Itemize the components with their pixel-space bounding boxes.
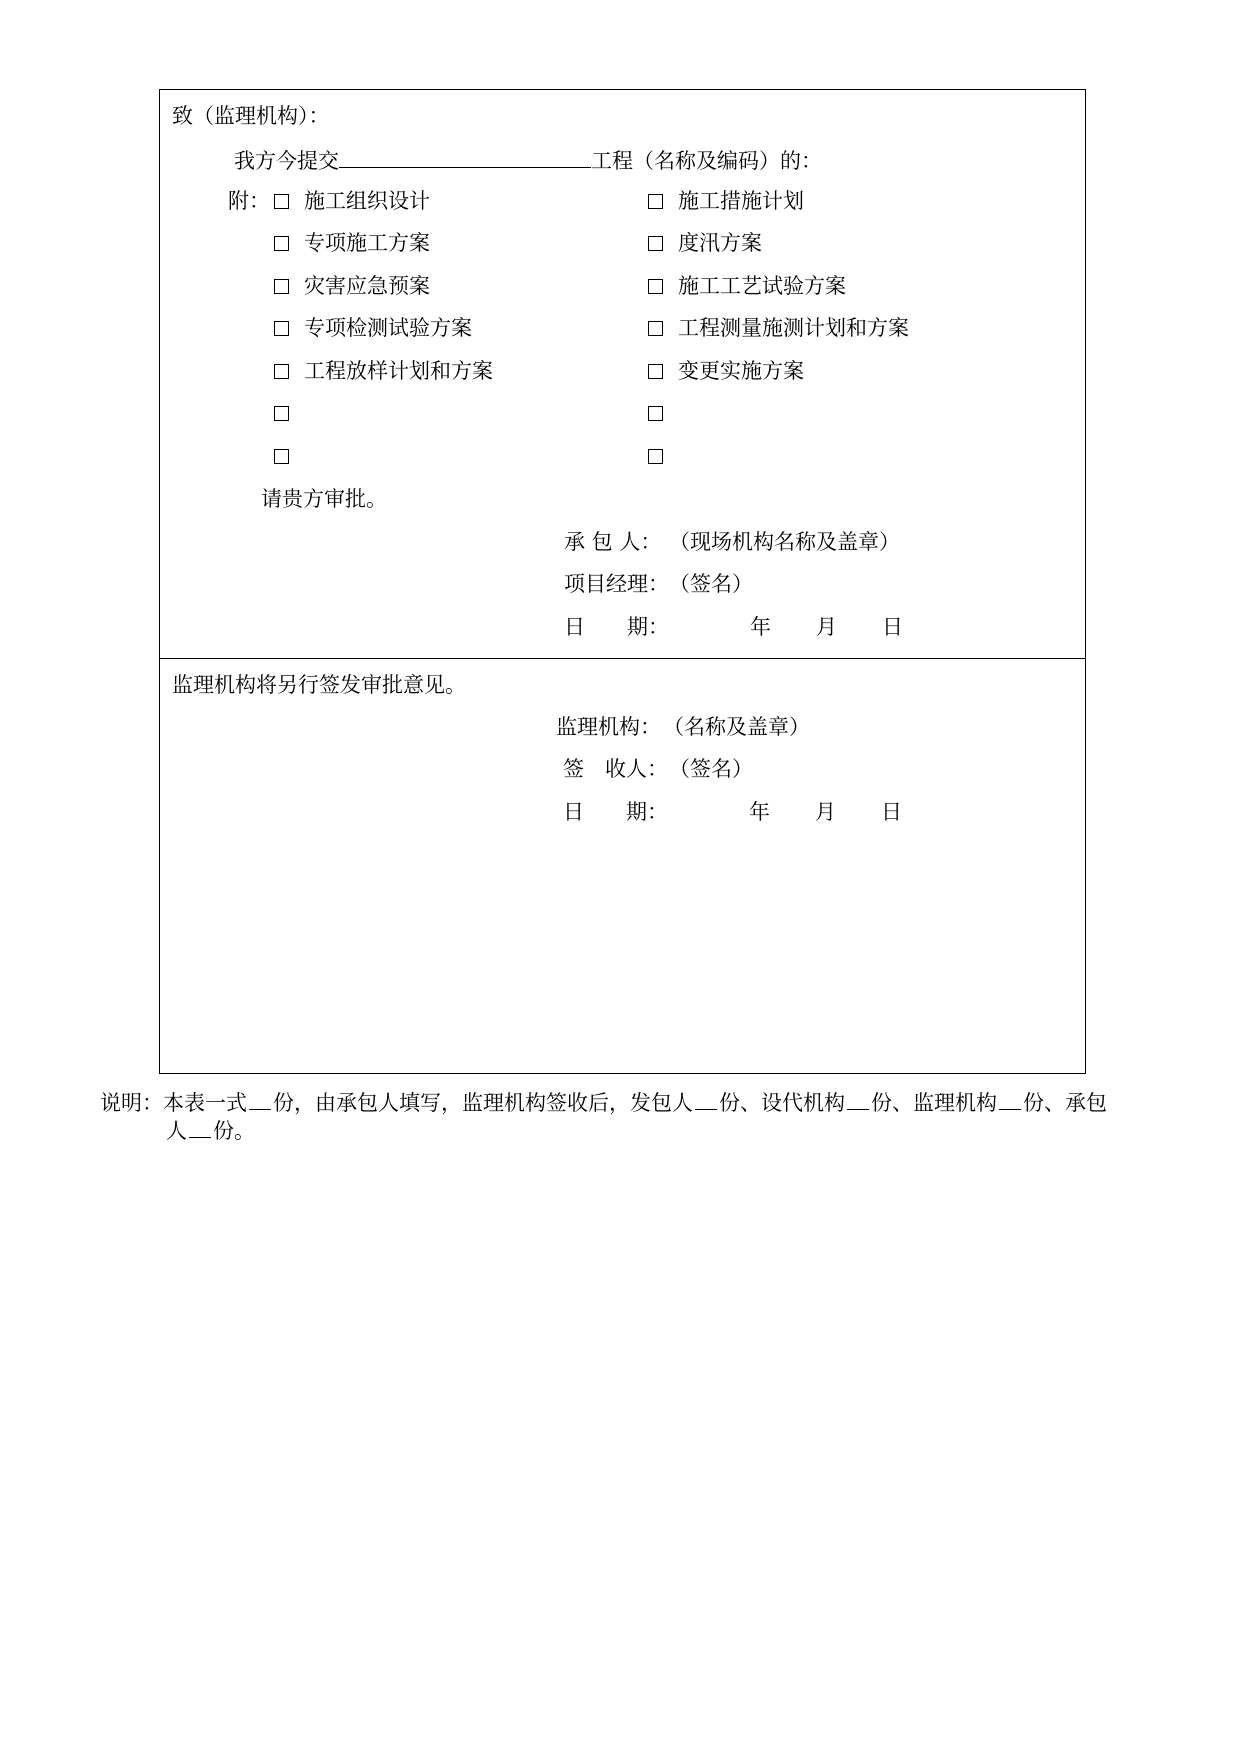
section-divider [160,658,1085,659]
manager-value[interactable]: （签名） [669,572,753,596]
day-label: 日 [881,800,902,824]
receiver-label: 签 收人： [563,757,668,781]
note-part: 人 [166,1119,187,1143]
submission-form [159,89,1086,1074]
option-label: 灾害应急预案 [304,274,430,298]
contractor-label: 承 包 人： [564,530,662,554]
copies-supervisor-field[interactable] [999,1089,1021,1110]
to-line: 致（监理机构）： [172,104,330,128]
option-label: 专项施工方案 [304,231,430,255]
footnote-line-2 [100,1117,1140,1145]
note-part: 份。 [213,1119,255,1143]
option-label: 工程测量施测计划和方案 [678,316,909,340]
submit-suffix: 工程（名称及编码）的： [591,149,822,173]
option-checkbox[interactable] [274,364,289,379]
copies-design-field[interactable] [847,1089,869,1110]
copies-total-field[interactable] [249,1089,271,1110]
option-checkbox[interactable] [274,406,289,421]
receiver-value[interactable]: （签名） [669,757,753,781]
month-label: 月 [815,800,836,824]
option-label: 专项检测试验方案 [304,316,472,340]
manager-label: 项目经理： [564,572,669,596]
date-label: 日 期： [563,800,668,824]
option-label: 施工措施计划 [678,189,804,213]
month-label: 月 [816,615,837,639]
option-checkbox[interactable] [648,194,663,209]
option-label: 施工工艺试验方案 [678,274,846,298]
agency-value[interactable]: （名称及盖章） [663,715,810,739]
option-checkbox[interactable] [648,364,663,379]
submit-prefix: 我方今提交 [234,149,339,173]
day-label: 日 [882,615,903,639]
option-label: 变更实施方案 [678,359,804,383]
option-checkbox[interactable] [648,449,663,464]
year-label: 年 [750,615,771,639]
option-checkbox[interactable] [648,279,663,294]
option-checkbox[interactable] [274,321,289,336]
option-checkbox[interactable] [648,406,663,421]
agency-label: 监理机构： [556,715,661,739]
note-part: 说明：本表一式 [100,1091,247,1115]
note-part: 份，由承包人填写，监理机构签收后，发包人 [273,1091,693,1115]
note-part: 份、设代机构 [719,1091,845,1115]
statement-text: 监理机构将另行签发审批意见。 [172,673,466,697]
submit-line [234,145,822,174]
option-checkbox[interactable] [274,449,289,464]
request-text: 请贵方审批。 [261,487,387,511]
option-checkbox[interactable] [274,279,289,294]
attach-label: 附： [228,189,270,213]
note-part: 份、监理机构 [871,1091,997,1115]
option-label: 度汛方案 [678,231,762,255]
copies-employer-field[interactable] [695,1089,717,1110]
date-label: 日 期： [564,615,669,639]
note-part: 份、承包 [1023,1091,1107,1115]
contractor-value[interactable]: （现场机构名称及盖章） [669,530,900,554]
option-checkbox[interactable] [648,236,663,251]
option-checkbox[interactable] [274,236,289,251]
option-label: 施工组织设计 [304,189,430,213]
option-label: 工程放样计划和方案 [304,359,493,383]
year-label: 年 [749,800,770,824]
copies-contractor-field[interactable] [189,1117,211,1138]
footnote-line-1 [100,1089,1140,1117]
footnote [100,1089,1140,1145]
option-checkbox[interactable] [648,321,663,336]
option-checkbox[interactable] [274,194,289,209]
project-name-field[interactable] [339,145,591,168]
